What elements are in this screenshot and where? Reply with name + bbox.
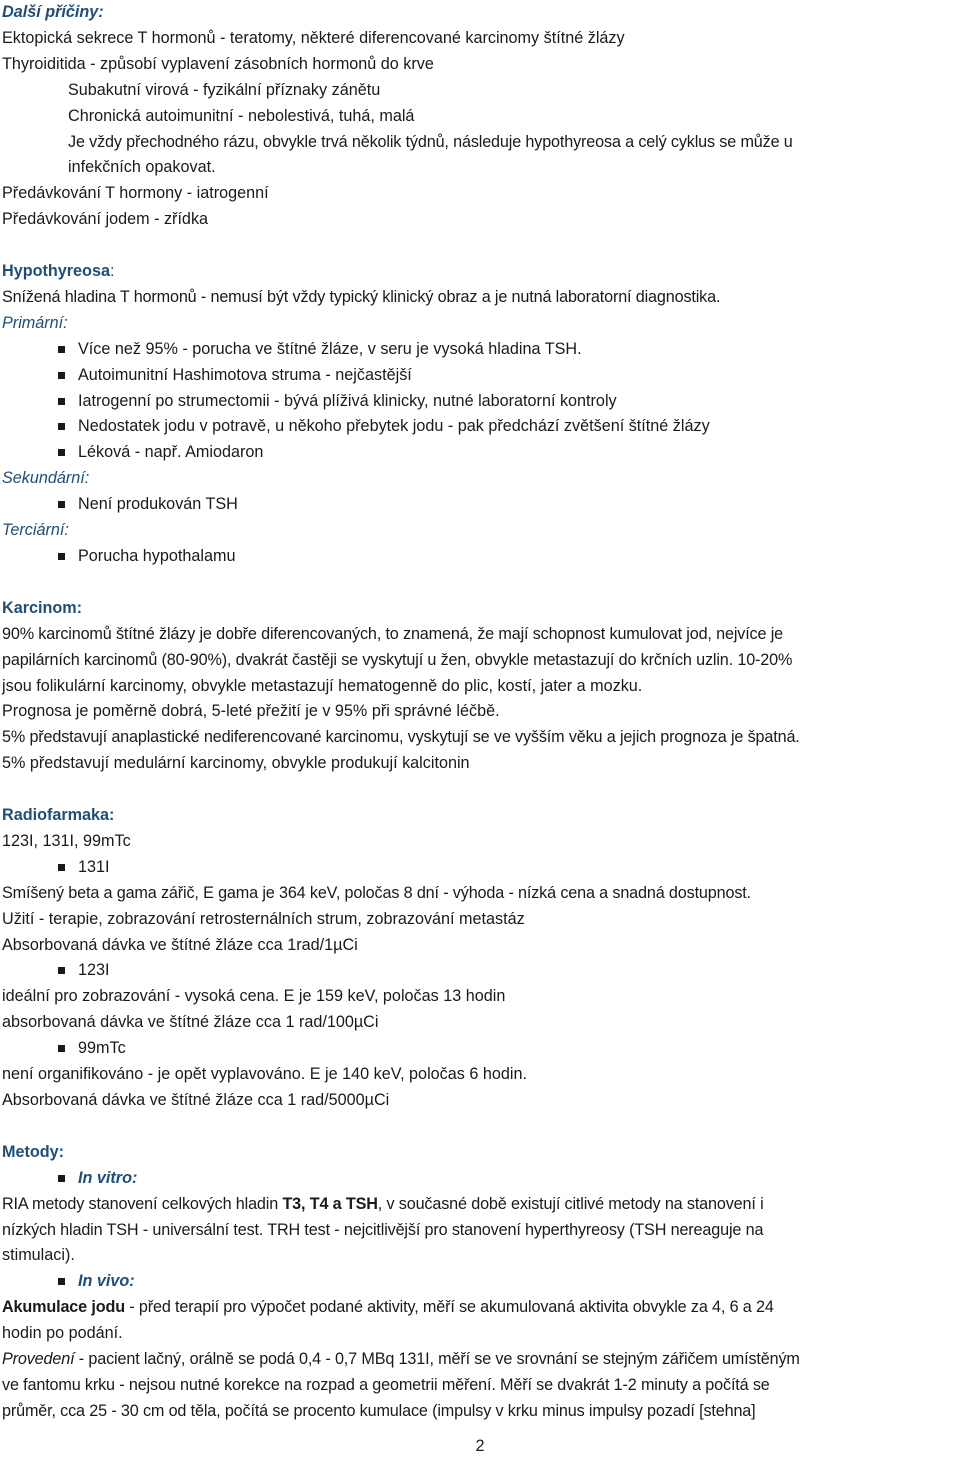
bullet-text: Porucha hypothalamu xyxy=(78,547,236,566)
bullet-text: Není produkován TSH xyxy=(78,495,238,514)
text-line-indented: Je vždy přechodného rázu, obvykle trvá několik týdnů, následuje hypothyreosa a celý cyklus se může u xyxy=(68,132,793,151)
text-line-indented: infekčních opakovat. xyxy=(68,158,216,177)
text-line: Prognosa je poměrně dobrá, 5-leté přežití je v 95% při správné léčbě. xyxy=(2,702,500,721)
text-line: Ektopická sekrece T hormonů - teratomy, některé diferencované karcinomy štítné žlázy xyxy=(2,28,625,47)
text-line: hodin po podání. xyxy=(2,1324,123,1343)
text-line: Absorbovaná dávka ve štítné žláze cca 1 rad/5000µCi xyxy=(2,1091,390,1110)
bullet-text: Léková - např. Amiodaron xyxy=(78,443,264,462)
spacer xyxy=(2,777,960,803)
bullet-square-icon xyxy=(58,372,65,379)
bullet-item xyxy=(2,492,960,518)
heading-text: Hypothyreosa xyxy=(2,262,110,281)
text-run: , v současné době existují citlivé metody na stanovení i xyxy=(377,1194,764,1213)
bullet-item xyxy=(2,440,960,466)
text-line: papilárních karcinomů (80-90%), dvakrát častěji se vyskytují u žen, obvykle metastazují do krčních uzlin. 10-20% xyxy=(2,650,793,669)
bullet-square-icon xyxy=(58,398,65,405)
bullet-square-icon xyxy=(58,449,65,456)
text-line: ideální pro zobrazování - vysoká cena. E je 159 keV, poločas 13 hodin xyxy=(2,987,506,1006)
text-line: 90% karcinomů štítné žlázy je dobře diferencovaných, to znamená, že mají schopnost kumulovat jod, nejvíce je xyxy=(2,624,784,643)
text-run-bold: Akumulace jodu xyxy=(2,1298,125,1317)
text-line: 5% představují medulární karcinomy, obvykle produkují kalcitonin xyxy=(2,754,470,773)
bullet-item xyxy=(2,337,960,363)
bullet-text: Nedostatek jodu v potravě, u někoho přebytek jodu - pak předchází zvětšení štítné žlázy xyxy=(78,417,710,436)
text-line: Absorbovaná dávka ve štítné žláze cca 1rad/1µCi xyxy=(2,935,358,954)
text-line: nízkých hladin TSH - universální test. TRH test - nejcitlivější pro stanovení hyperthyreosy (TSH nereaguje na xyxy=(2,1220,764,1239)
section-heading-hypothyreosa xyxy=(2,259,960,285)
text-run: - před terapií pro výpočet podané aktivity, měří se akumulovaná aktivita obvykle za 4, 6 a 24 xyxy=(124,1298,774,1317)
text-line: ve fantomu krku - nejsou nutné korekce na rozpad a geometrii měření. Měří se dvakrát 1-2 minuty a počítá se xyxy=(2,1375,770,1394)
bullet-text: Více než 95% - porucha ve štítné žláze, v seru je vysoká hladina TSH. xyxy=(78,339,582,358)
spacer xyxy=(2,1114,960,1140)
spacer xyxy=(2,570,960,596)
section-heading-karcinom: Karcinom: xyxy=(2,598,83,617)
subheading-terciarni: Terciární: xyxy=(2,521,69,540)
bullet-text: 131I xyxy=(78,857,110,876)
text-line-indented: Chronická autoimunitní - nebolestivá, tuhá, malá xyxy=(68,106,415,125)
bullet-item xyxy=(2,544,960,570)
heading-colon: : xyxy=(109,262,115,281)
bullet-item xyxy=(2,414,960,440)
bullet-square-icon xyxy=(58,1175,65,1182)
text-line: stimulaci). xyxy=(2,1246,75,1265)
text-line: není organifikováno - je opět vyplavováno. E je 140 keV, poločas 6 hodin. xyxy=(2,1065,527,1084)
bullet-text: Iatrogenní po strumectomii - bývá plíživá klinicky, nutné laboratorní kontroly xyxy=(78,391,617,410)
bullet-square-icon xyxy=(58,1045,65,1052)
text-line xyxy=(2,1295,960,1321)
bullet-item xyxy=(2,958,960,984)
bullet-square-icon xyxy=(58,864,65,871)
bullet-square-icon xyxy=(58,423,65,430)
text-line: 123I, 131I, 99mTc xyxy=(2,831,131,850)
bullet-text: 99mTc xyxy=(78,1039,126,1058)
text-line: Snížená hladina T hormonů - nemusí být vždy typický klinický obraz a je nutná laboratorní diagnostika. xyxy=(2,287,721,306)
bullet-square-icon xyxy=(58,967,65,974)
text-line xyxy=(2,1192,960,1218)
bullet-text: In vitro: xyxy=(78,1168,138,1187)
subheading-primarni: Primární: xyxy=(2,313,68,332)
bullet-item xyxy=(2,1166,960,1192)
text-line: Thyroiditida - způsobí vyplavení zásobních hormonů do krve xyxy=(2,54,434,73)
text-line: 5% představují anaplastické nediferencované karcinomu, vyskytují se ve vyšším věku a jejich prognoza je špatná. xyxy=(2,728,800,747)
text-line: Předávkování jodem - zřídka xyxy=(2,210,209,229)
bullet-item xyxy=(2,1036,960,1062)
section-heading-metody: Metody: xyxy=(2,1142,65,1161)
bullet-item xyxy=(2,1269,960,1295)
spacer xyxy=(2,233,960,259)
bullet-item xyxy=(2,363,960,389)
bullet-text: Autoimunitní Hashimotova struma - nejčastější xyxy=(78,365,412,384)
bullet-square-icon xyxy=(58,346,65,353)
bullet-item xyxy=(2,389,960,415)
text-run-bold: T3, T4 a TSH xyxy=(282,1194,378,1213)
text-run: - pacient lačný, orálně se podá 0,4 - 0,7 MBq 131I, měří se ve srovnání se stejným zářičem umístěným xyxy=(74,1350,800,1369)
text-run: RIA metody stanovení celkových hladin xyxy=(2,1194,283,1213)
bullet-text: 123I xyxy=(78,961,110,980)
bullet-text: In vivo: xyxy=(78,1272,135,1291)
text-line: absorbovaná dávka ve štítné žláze cca 1 rad/100µCi xyxy=(2,1013,379,1032)
subheading-sekundarni: Sekundární: xyxy=(2,469,90,488)
bullet-square-icon xyxy=(58,553,65,560)
bullet-square-icon xyxy=(58,1278,65,1285)
text-run-italic: Provedení xyxy=(2,1350,75,1369)
section-heading-radiofarmaka: Radiofarmaka: xyxy=(2,806,115,825)
text-line: Užití - terapie, zobrazování retrosternálních strum, zobrazování metastáz xyxy=(2,909,525,928)
text-line: průměr, cca 25 - 30 cm od těla, počítá se procento kumulace (impulsy v krku minus impulsy pozadí [stehna] xyxy=(2,1401,756,1420)
bullet-square-icon xyxy=(58,501,65,508)
text-line: Předávkování T hormony - iatrogenní xyxy=(2,184,269,203)
section-heading-dalsi: Další příčiny: xyxy=(2,3,104,21)
text-line-indented: Subakutní virová - fyzikální příznaky zánětu xyxy=(68,80,381,99)
text-line xyxy=(2,1347,960,1373)
text-line: Smíšený beta a gama zářič, E gama je 364 keV, poločas 8 dní - výhoda - nízká cena a snadná dostupnost. xyxy=(2,883,751,902)
page-number: 2 xyxy=(475,1437,485,1455)
bullet-item xyxy=(2,855,960,881)
text-line: jsou folikulární karcinomy, obvykle metastazují hematogenně do plic, kostí, jater a mozku. xyxy=(2,676,643,695)
